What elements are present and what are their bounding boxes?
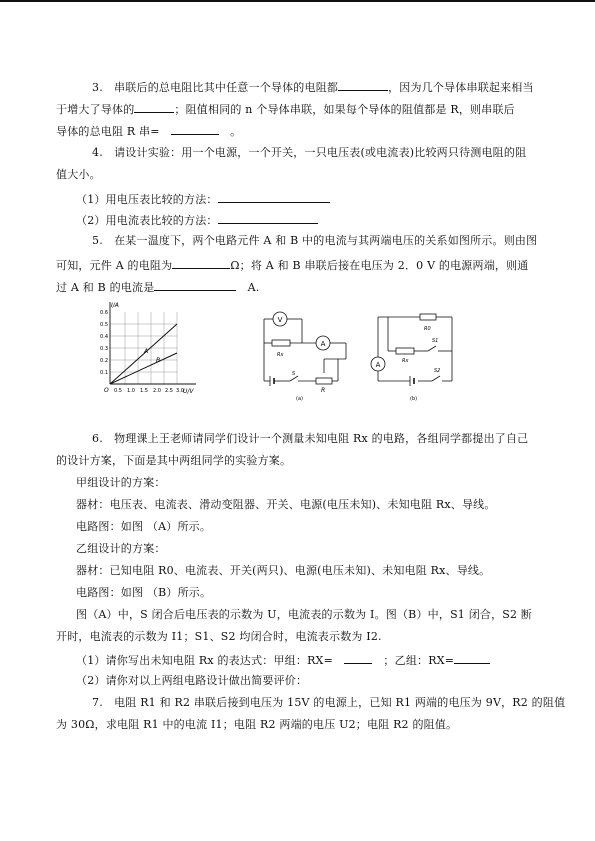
resistor-rx-icon <box>272 340 290 346</box>
ammeter-label: A <box>320 340 326 348</box>
q3-text: 导体的总电阻 R 串= <box>56 125 160 138</box>
q4-text: （2）用电流表比较的方法： <box>76 214 218 227</box>
q3-text: 。 <box>230 125 242 138</box>
page-top-border <box>0 0 595 2</box>
q6-line-1: 6. 物理课上王老师请同学们设计一个测量未知电阻 Rx 的电路，各组同学都提出了自己 <box>92 432 529 445</box>
q4-blank-1[interactable] <box>218 191 330 203</box>
switch-label: S <box>292 371 296 377</box>
rx-label: Rx <box>402 358 409 364</box>
caption-a: (a) <box>296 396 303 402</box>
q3-blank-1[interactable] <box>338 79 388 91</box>
q6-line-9: 图（A）中，S 闭合后电压表的示数为 U，电流表的示数为 I。图（B）中，S1 闭合，S2 断 <box>76 608 533 621</box>
y-tick: 0.1 <box>100 370 108 376</box>
q5-line-1: 5. 在某一温度下，两个电路元件 A 和 B 中的电流与其两端电压的关系如图所示。则由图 <box>92 234 538 247</box>
q5-blank-2[interactable] <box>154 279 236 291</box>
line-b-label: B <box>156 357 161 364</box>
x-axis-label: U/V <box>183 388 194 395</box>
q6-line-11 <box>76 652 490 668</box>
circuit-a <box>250 303 358 403</box>
x-tick: 2.0 <box>153 388 161 394</box>
s2-label: S2 <box>434 368 441 374</box>
caption-b: (b) <box>410 396 418 402</box>
q6-blank-2[interactable] <box>454 652 490 664</box>
x-tick: 1.0 <box>127 388 135 394</box>
resistor-rx-icon <box>396 348 414 354</box>
y-tick: 0.6 <box>100 310 108 316</box>
q3-line-2 <box>56 101 515 117</box>
rx-label: Rx <box>277 352 284 358</box>
q3-line-1 <box>92 79 534 95</box>
x-tick: 3.0 <box>176 388 184 394</box>
q6-line-4: 器材：电压表、电流表、滑动变阻器、开关、电源(电压未知)、未知电阻 Rx、导线。 <box>76 498 496 511</box>
s1-label: S1 <box>432 338 439 344</box>
q3-line-3 <box>56 123 241 139</box>
q4-line-4 <box>76 212 318 228</box>
resistor-r0-icon <box>420 314 436 320</box>
q4-text: （1）用电压表比较的方法： <box>76 193 218 206</box>
rheostat-label: R <box>321 387 326 394</box>
rheostat-icon <box>316 378 332 384</box>
q5-line-3 <box>56 279 259 295</box>
q3-text: 3. 串联后的总电阻比其中任意一个导体的电阻都 <box>92 81 339 94</box>
r0-label: R0 <box>424 326 431 332</box>
origin-label: O <box>104 387 109 394</box>
q6-line-3: 甲组设计的方案： <box>76 476 166 489</box>
q4-line-2: 值大小。 <box>56 168 101 181</box>
line-a-label: A <box>144 348 149 355</box>
q6-line-2: 的设计方案，下面是其中两组同学的实验方案。 <box>56 454 292 467</box>
q5-line-2 <box>56 257 529 273</box>
voltmeter-label: V <box>277 316 283 324</box>
q4-blank-2[interactable] <box>218 212 318 224</box>
q6-line-8: 电路图：如图 （B）所示。 <box>76 586 212 599</box>
q7-line-1: 7. 电阻 R1 和 R2 串联后接到电压为 15V 的电源上，已知 R1 两端的电压为 9V，R2 的阻值 <box>92 696 566 709</box>
q3-text: ，因为几个导体串联起来相当 <box>388 81 534 94</box>
y-tick: 0.5 <box>100 322 108 328</box>
q6-line-10: 开时，电流表的示数为 I1；S1、S2 均闭合时，电流表示数为 I2. <box>56 630 382 643</box>
y-tick: 0.3 <box>100 346 108 352</box>
q3-blank-3[interactable] <box>171 123 219 135</box>
q3-text: ；阻值相同的 n 个导体串联，如果每个导体的阻值都是 R，则串联后 <box>174 103 515 116</box>
q7-line-2: 为 30Ω，求电阻 R1 中的电流 I1；电阻 R2 两端的电压 U2；电阻 R2 的阻值。 <box>56 718 458 731</box>
q4-line-1: 4. 请设计实验：用一个电源，一个开关，一只电压表(或电流表)比较两只待测电阻的阻 <box>92 146 527 159</box>
x-tick: 1.5 <box>140 388 148 394</box>
y-axis-label: I/A <box>111 302 119 309</box>
q6-line-7: 器材：已知电阻 R0、电流表、开关(两只)、电源(电压未知)、未知电阻 Rx、导线。 <box>76 564 491 577</box>
y-tick: 0.4 <box>100 334 108 340</box>
q5-text: Ω；将 A 和 B 串联后接在电压为 2．0 V 的电源两端，则通 <box>230 259 529 272</box>
line-b <box>110 353 177 384</box>
q3-blank-2[interactable] <box>134 101 174 113</box>
q3-text: 于增大了导体的 <box>56 103 135 116</box>
q5-text: 过 A 和 B 的电流是 <box>56 281 155 294</box>
q5-text: A. <box>247 281 260 294</box>
q6-line-6: 乙组设计的方案： <box>76 542 166 555</box>
q6-line-12: （2）请你对以上两组电路设计做出简要评价： <box>76 674 308 687</box>
q6-text: ；乙组：RX= <box>383 654 455 667</box>
q5-text: 可知，元件 A 的电阻为 <box>56 259 173 272</box>
x-tick: 2.5 <box>165 388 173 394</box>
y-tick: 0.2 <box>100 358 108 364</box>
ammeter-label: A <box>375 361 381 369</box>
iu-graph <box>92 298 204 400</box>
q5-blank-1[interactable] <box>172 257 230 269</box>
q6-blank-1[interactable] <box>344 652 372 664</box>
circuit-b <box>368 305 464 403</box>
q6-line-5: 电路图：如图 （A）所示。 <box>76 520 212 533</box>
q4-line-3 <box>76 191 330 207</box>
q6-text: （1）请你写出未知电阻 Rx 的表达式：甲组：RX= <box>76 654 334 667</box>
x-tick: 0.5 <box>114 388 122 394</box>
